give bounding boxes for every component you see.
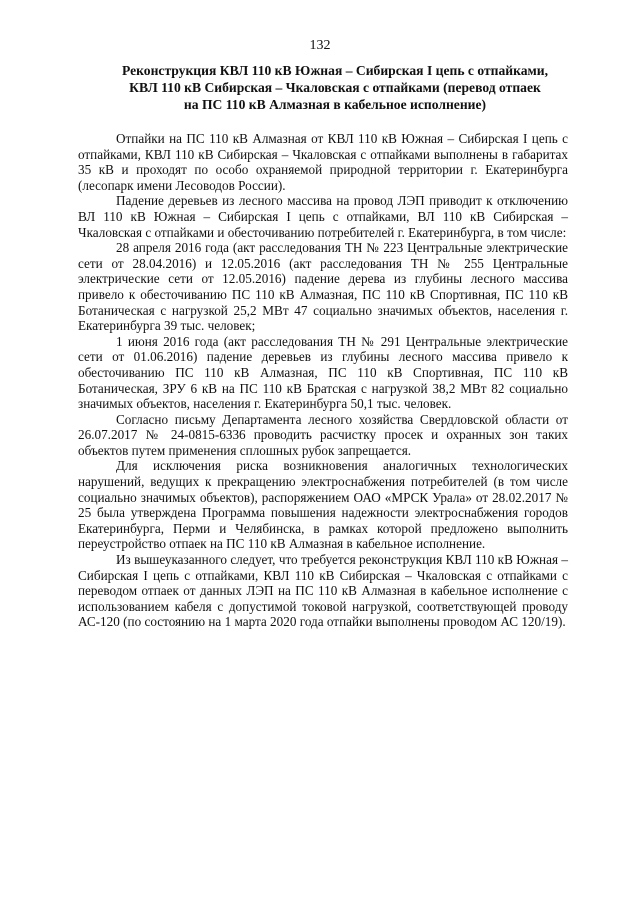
paragraph: Для исключения риска возникновения аналогичных технологических нарушений, ведущих к прекращению электроснабжения потребителей (в том числе социально значимых объектов), распоряжением ОАО «МРСК Урала» от 28.02.2017 № 25 была утверждена Программа повышения надежности электроснабжения городов Екатеринбурга, Перми и Челябинска, в рамках которой предложено выполнить переустройство отпаек на ПС 110 кВ Алмазная в кабельное исполнение. <box>78 458 568 552</box>
paragraph: Отпайки на ПС 110 кВ Алмазная от КВЛ 110 кВ Южная – Сибирская I цепь с отпайками, КВЛ 110 кВ Сибирская – Чкаловская с отпайками выполнены в габаритах 35 кВ и проходят по особо охраняемой природной территории г. Екатеринбурга (лесопарк имени Лесоводов России). <box>78 131 568 193</box>
section-title-line: Реконструкция КВЛ 110 кВ Южная – Сибирская I цепь с отпайками, <box>121 63 549 78</box>
paragraph: 28 апреля 2016 года (акт расследования ТН № 223 Центральные электрические сети от 28.04.2016) и 12.05.2016 (акт расследования ТН № 255 Центральные электрические сети от 12.05.2016) падение дерева из глубины лесного массива привело к обесточиванию ПС 110 кВ Алмазная, ПС 110 кВ Спортивная, ПС 110 кВ Ботаническая с нагрузкой 25,2 МВт 47 социально значимых объектов, населения г. Екатеринбурга 39 тыс. человек; <box>78 240 568 334</box>
section-title <box>100 62 570 113</box>
paragraph: Из вышеуказанного следует, что требуется реконструкция КВЛ 110 кВ Южная – Сибирская I цепь с отпайками, КВЛ 110 кВ Сибирская – Чкаловская с отпайками с переводом отпаек от данных ЛЭП на ПС 110 кВ Алмазная в кабельное исполнение с использованием кабеля с допустимой токовой нагрузкой, соответствующей проводу АС-120 (по состоянию на 1 марта 2020 года отпайки выполнены проводом АС 120/19). <box>78 552 568 630</box>
paragraph: Падение деревьев из лесного массива на провод ЛЭП приводит к отключению ВЛ 110 кВ Южная – Сибирская I цепь с отпайками, ВЛ 110 кВ Сибирская – Чкаловская с отпайками и обесточиванию потребителей г. Екатеринбурга, в том числе: <box>78 193 568 240</box>
body-text <box>78 131 568 630</box>
section-title-line: КВЛ 110 кВ Сибирская – Чкаловская с отпайками (перевод отпаек <box>129 80 541 95</box>
paragraph: Согласно письму Департамента лесного хозяйства Свердловской области от 26.07.2017 № 24-0815-6336 проводить расчистку просек и охранных зон таких объектов путем применения сплошных рубок запрещается. <box>78 411 568 458</box>
section-title-line: на ПС 110 кВ Алмазная в кабельное исполнение) <box>183 97 487 112</box>
page-number: 132 <box>309 38 331 53</box>
paragraph: 1 июня 2016 года (акт расследования ТН № 291 Центральные электрические сети от 01.06.2016) падение деревьев из глубины лесного массива привело к обесточиванию ПС 110 кВ Алмазная, ПС 110 кВ Спортивная, ПС 110 кВ Ботаническая, ЗРУ 6 кВ на ПС 110 кВ Братская с нагрузкой 38,2 МВт 82 социально значимых объектов, населения г. Екатеринбурга 50,1 тыс. человек. <box>78 333 568 412</box>
